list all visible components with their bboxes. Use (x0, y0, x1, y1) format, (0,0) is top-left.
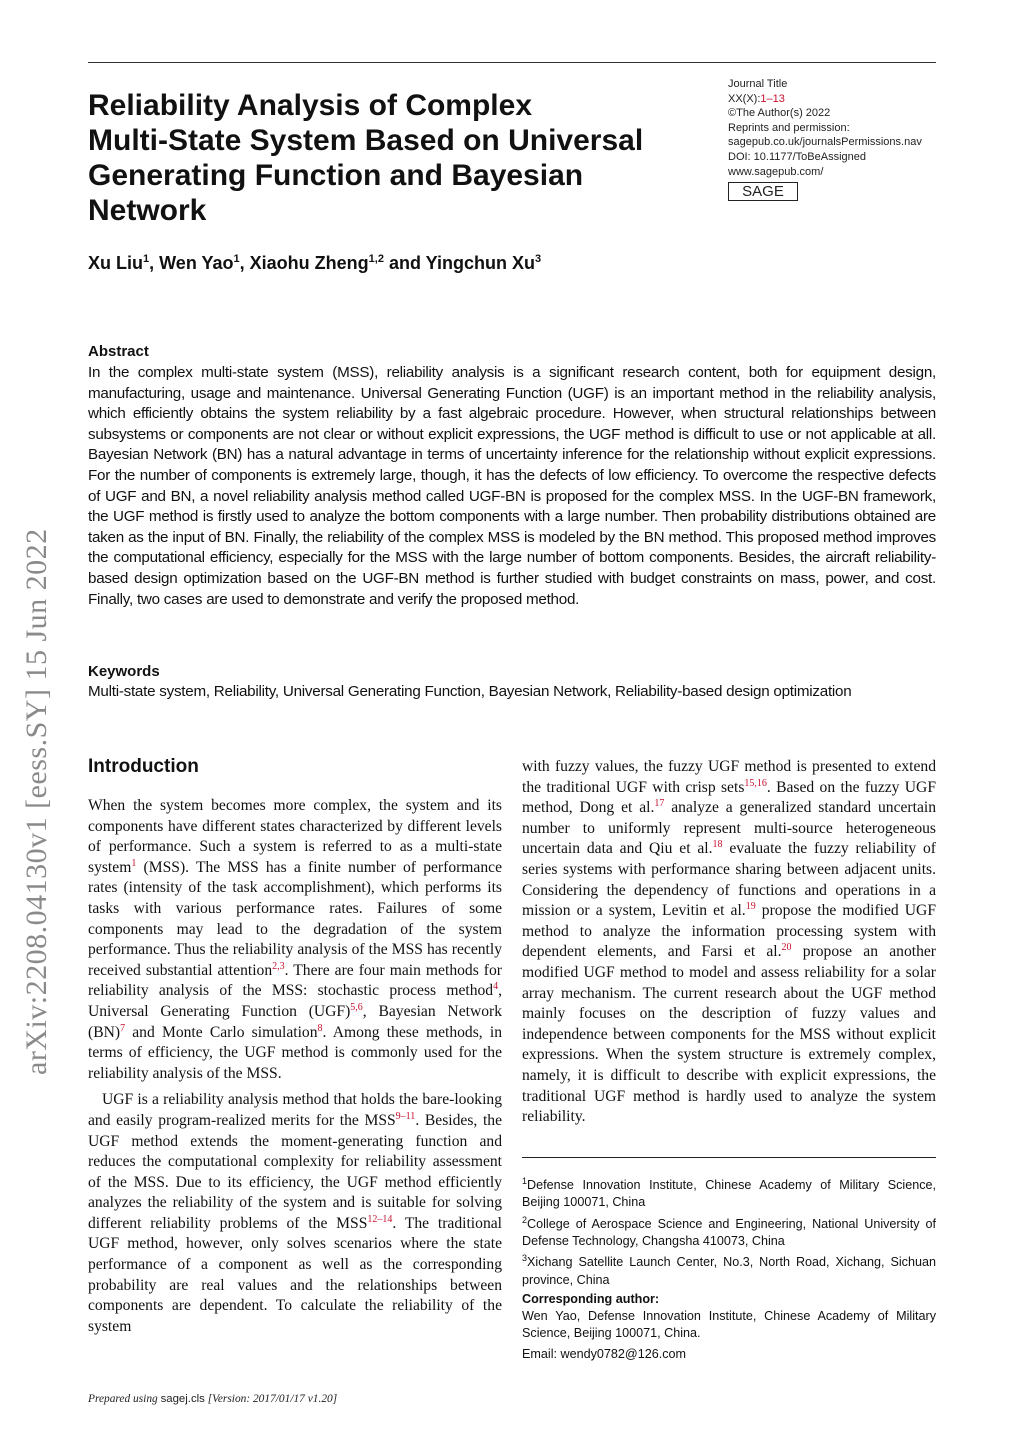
keywords-heading: Keywords (88, 663, 160, 680)
abstract-heading: Abstract (88, 343, 149, 360)
citation-link[interactable]: 18 (712, 839, 723, 851)
doi: DOI: 10.1177/ToBeAssigned (728, 150, 866, 163)
header-rule (88, 62, 936, 63)
author-separator: , (149, 253, 160, 273)
left-column (88, 755, 502, 1337)
affiliation-item (522, 1212, 936, 1251)
affiliation-number: 3 (522, 1253, 528, 1264)
citation-link[interactable]: 8 (317, 1022, 323, 1034)
author-affiliation-mark: 1 (143, 253, 150, 265)
corresponding-author (522, 1291, 936, 1363)
title-line: Multi-State System Based on Universal (88, 124, 644, 157)
paper-title (88, 88, 688, 228)
title-line: Network (88, 194, 207, 227)
volume-prefix: XX(X): (728, 92, 761, 105)
right-column (522, 757, 936, 1128)
citation-link[interactable]: 7 (120, 1022, 126, 1034)
author-affiliation-mark: 3 (534, 253, 542, 265)
affiliations (522, 1173, 936, 1289)
citation-link[interactable]: 20 (781, 942, 792, 954)
copyright: ©The Author(s) 2022 (728, 107, 831, 120)
author-affiliation-mark: 1,2 (368, 253, 384, 265)
reprints-url: sagepub.co.uk/journalsPermissions.nav (728, 136, 922, 149)
intro-paragraph-3: with fuzzy values, the fuzzy UGF method is presented to extend the traditional UGF with crisp sets$^{15,16}$. Based on the fuzzy UGF method, Dong et al.$^{17}$ analyze a generalized standard uncertain number to uniformly represent multi-source heterogeneous uncertain data and Qiu et al.$^{18}$ evaluate the fuzzy reliability of series systems with performance sharing between adjacent units. Considering the dependency of functions and operations in a mission or a system, Levitin et al.$^{19}$ propose the modified UGF method to analyze the information processing system with dependent elements, and Farsi et al.$^{20}$ propose an another modified UGF method to model and assess reliability for a solar array mechanism. The current research about the UGF method mainly focuses on the description of fuzzy values and independence between components for the MSS without explicit expressions. When the system structure is extremely complex, namely, it is difficult to describe with explicit expressions, the traditional UGF method is hardly used to analyze the system reliability. (522, 758, 936, 1126)
author-separator: , (239, 253, 250, 273)
journal-info (728, 77, 948, 201)
page-footer (88, 1393, 337, 1405)
footnote-rule (522, 1157, 936, 1158)
author-separator: and (383, 253, 426, 273)
intro-paragraph-1: When the system becomes more complex, the system and its components have different states characterized by different levels of performance. Such a system is referred to as a multi-state system$^1$ (MSS). The MSS has a finite number of performance rates (intensity of the task accomplishment), which performs its tasks with various performance rates. Failures of some components may lead to the degradation of the system performance. Thus the reliability analysis of the MSS has recently received substantial attention$^{2,3}$. There are four main methods for reliability analysis of the MSS: stochastic process method$^4$, Universal Generating Function (UGF)$^{5,6}$, Bayesian Network (BN)$^7$ and Monte Carlo simulation$^8$. Among these methods, in terms of efficiency, the UGF method is commonly used for the reliability analysis of the MSS. (88, 797, 503, 1082)
footer-prefix: Prepared using (88, 1393, 161, 1405)
journal-volume (728, 92, 948, 107)
footer-class-file: sagej.cls (160, 1393, 205, 1405)
author-name: Xiaohu Zheng (249, 253, 369, 273)
journal-title: Journal Title (728, 78, 788, 90)
citation-link[interactable]: 9–11 (395, 1110, 416, 1122)
author-name: Xu Liu (88, 253, 143, 273)
affiliation-text: Defense Innovation Institute, Chinese Academy of Military Science, Beijing 100071, China (522, 1178, 936, 1210)
affiliation-item (522, 1250, 936, 1289)
footer-version: [Version: 2017/01/17 v1.20] (204, 1393, 338, 1405)
sage-logo: SAGE (728, 182, 798, 201)
affiliation-text: College of Aerospace Science and Engineering, National University of Defense Technology, Changsha 410073, China (522, 1216, 936, 1248)
affiliation-text: Xichang Satellite Launch Center, No.3, North Road, Xichang, Sichuan province, China (522, 1255, 936, 1287)
corresponding-author-heading: Corresponding author: (522, 1292, 660, 1306)
citation-link[interactable]: 5,6 (350, 1001, 363, 1013)
citation-link[interactable]: 17 (654, 798, 665, 809)
citation-link[interactable]: 1 (131, 857, 137, 869)
corresponding-author-address: Wen Yao, Defense Innovation Institute, Chinese Academy of Military Science, Beijing 100071, China. (522, 1309, 936, 1341)
title-line: Reliability Analysis of Complex (88, 89, 533, 122)
title-line: Generating Function and Bayesian (88, 159, 584, 192)
section-heading-introduction: Introduction (88, 756, 199, 777)
page-range-link[interactable]: 1–13 (760, 92, 785, 105)
citation-link[interactable]: 2,3 (272, 960, 285, 972)
affiliation-item (522, 1173, 936, 1212)
arxiv-stamp: arXiv:2208.04130v1 [eess.SY] 15 Jun 2022 (20, 528, 53, 1075)
keywords-text: Multi-state system, Reliability, Universal Generating Function, Bayesian Network, Reliability-based design optimization (88, 683, 852, 700)
reprints-label: Reprints and permission: (728, 121, 850, 134)
citation-link[interactable]: 12–14 (367, 1213, 393, 1225)
affiliation-number: 1 (522, 1176, 528, 1186)
intro-paragraph-2: UGF is a reliability analysis method that holds the bare-looking and easily program-realized merits for the MSS$^{9-11}$. Besides, the UGF method extends the moment-generating function and reduces the computational complexity for reliability assessment of the MSS. Due to its efficiency, the UGF method efficiently analyzes the reliability of the system and is suitable for solving different reliability problems of the MSS$^{12-14}$. The traditional UGF method, however, only solves scenarios where the state performance of a component as well as the corresponding probability are real values and the relationships between components are dependent. To calculate the reliability of the system (88, 1091, 503, 1335)
author-affiliation-mark: 1 (233, 253, 240, 265)
affiliation-number: 2 (522, 1214, 528, 1225)
corresponding-author-email[interactable]: Email: wendy0782@126.com (522, 1346, 686, 1361)
citation-link[interactable]: 15,16 (744, 777, 767, 789)
website: www.sagepub.com/ (728, 165, 824, 178)
citation-link[interactable]: 4 (493, 981, 499, 993)
citation-link[interactable]: 19 (745, 900, 756, 912)
author-list (88, 253, 541, 274)
abstract-text: In the complex multi-state system (MSS), reliability analysis is a significant research content, both for equipment design, manufacturing, usage and maintenance. Universal Generating Function (UGF) is an important method in the reliability analysis, which efficiently obtains the system reliability by a fast algebraic procedure. However, when structural relationships between subsystems or components are not clear or without explicit expressions, the UGF method is difficult to use or not applicable at all. Bayesian Network (BN) has a natural advantage in terms of uncertainty inference for the relationship without explicit expressions. For the number of components is extremely large, though, it has the defects of low efficiency. To overcome the respective defects of UGF and BN, a novel reliability analysis method called UGF-BN is proposed for the complex MSS. In the UGF-BN framework, the UGF method is firstly used to analyze the bottom components with a large number. Then probability distributions obtained are taken as the input of BN. Finally, the reliability of the complex MSS is modeled by the BN method. This proposed method improves the computational efficiency, especially for the MSS with the large number of bottom components. Besides, the aircraft reliability-based design optimization based on the UGF-BN method is further studied with budget constraints on mass, power, and cost. Finally, two cases are used to demonstrate and verify the proposed method. (88, 364, 936, 608)
author-name: Wen Yao (159, 253, 234, 273)
author-name: Yingchun Xu (425, 253, 535, 273)
